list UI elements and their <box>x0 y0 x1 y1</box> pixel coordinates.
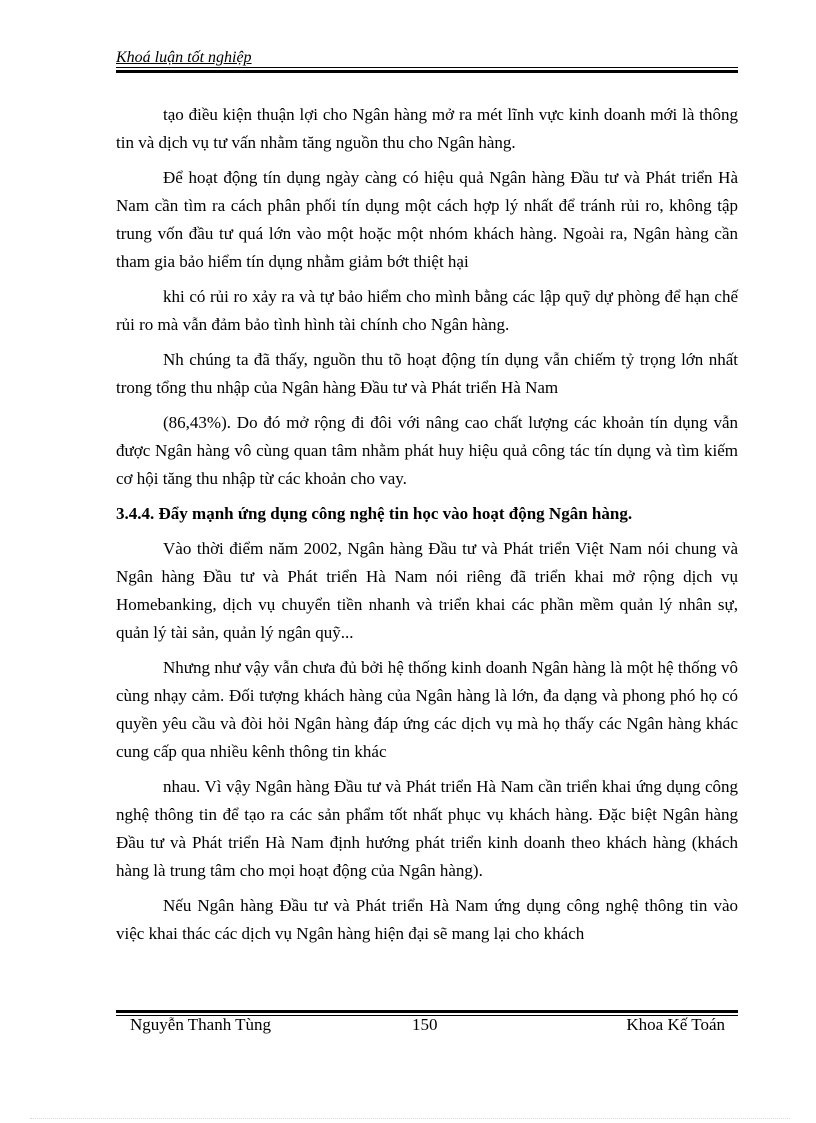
body-paragraph: Nếu Ngân hàng Đầu tư và Phát triển Hà Nam ứng dụng công nghệ thông tin vào việc khai thác các dịch vụ Ngân hàng hiện đại sẽ mang lại cho khách <box>116 896 738 943</box>
body-paragraph: nhau. Vì vậy Ngân hàng Đầu tư và Phát triển Hà Nam cần triển khai ứng dụng công nghệ thông tin để tạo ra các sản phẩm tốt nhất phục vụ khách hàng. Đặc biệt Ngân hàng Đầu tư và Phát triển Hà Nam định hướng phát triển kinh doanh theo khách hàng (khách hàng là trung tâm cho mọi hoạt động của Ngân hàng). <box>116 777 738 880</box>
page-body <box>116 101 738 948</box>
section-heading: 3.4.4. Đẩy mạnh ứng dụng công nghệ tin học vào hoạt động Ngân hàng. <box>116 504 633 523</box>
body-paragraph: khi có rủi ro xảy ra và tự bảo hiểm cho mình bằng các lập quỹ dự phòng để hạn chế rủi ro mà vẫn đảm bảo tình hình tài chính cho Ngân hàng. <box>116 287 738 334</box>
footer-rule-thick <box>116 1010 738 1013</box>
body-paragraph: Vào thời điểm năm 2002, Ngân hàng Đầu tư và Phát triển Việt Nam nói chung và Ngân hàng Đầu tư và Phát triển Hà Nam nói riêng đã triển khai mở rộng dịch vụ Homebanking, dịch vụ chuyển tiền nhanh và triển khai các phần mềm quản lý nhân sự, quản lý tài sản, quản lý ngân quỹ... <box>116 539 738 642</box>
footer-department: Khoa Kế Toán <box>626 1015 725 1034</box>
body-paragraph: Nhưng như vậy vẫn chưa đủ bởi hệ thống kinh doanh Ngân hàng là một hệ thống vô cùng nhạy cảm. Đối tượng khách hàng của Ngân hàng là lớn, đa dạng và phong phó họ có quyền yêu cầu và đòi hỏi Ngân hàng đáp ứng các dịch vụ mà họ thấy các Ngân hàng khác cung cấp qua nhiều kênh thông tin khác <box>116 658 738 761</box>
body-paragraph: Để hoạt động tín dụng ngày càng có hiệu quả Ngân hàng Đầu tư và Phát triển Hà Nam cần tìm ra cách phân phối tín dụng một cách hợp lý nhất để tránh rủi ro, không tập trung vốn đầu tư quá lớn vào một hoặc một nhóm khách hàng. Ngoài ra, Ngân hàng cần tham gia bảo hiểm tín dụng nhằm giảm bớt thiệt hại <box>116 168 738 271</box>
body-paragraph: Nh chúng ta đã thấy, nguồn thu tõ hoạt động tín dụng vẫn chiếm tỷ trọng lớn nhất trong tổng thu nhập của Ngân hàng Đầu tư và Phát triển Hà Nam <box>116 350 738 397</box>
footer-author: Nguyễn Thanh Tùng <box>130 1015 272 1034</box>
page-footer <box>130 1015 725 1041</box>
body-paragraph: (86,43%). Do đó mở rộng đi đôi với nâng cao chất lượng các khoản tín dụng vẫn được Ngân hàng vô cùng quan tâm nhằm phát huy hiệu quả công tác tín dụng và tìm kiếm cơ hội tăng thu nhập từ các khoản cho vay. <box>116 413 738 488</box>
footer-page-number: 150 <box>412 1015 438 1034</box>
page-bottom-divider <box>30 1118 790 1119</box>
header-rule-thin <box>116 67 738 68</box>
page-header <box>116 48 738 68</box>
body-paragraph: tạo điều kiện thuận lợi cho Ngân hàng mở ra mét lĩnh vực kinh doanh mới là thông tin và dịch vụ tư vấn nhằm tăng nguồn thu cho Ngân hàng. <box>116 105 738 152</box>
header-rule-thick <box>116 70 738 73</box>
header-title: Khoá luận tốt nghiệp <box>116 49 252 66</box>
